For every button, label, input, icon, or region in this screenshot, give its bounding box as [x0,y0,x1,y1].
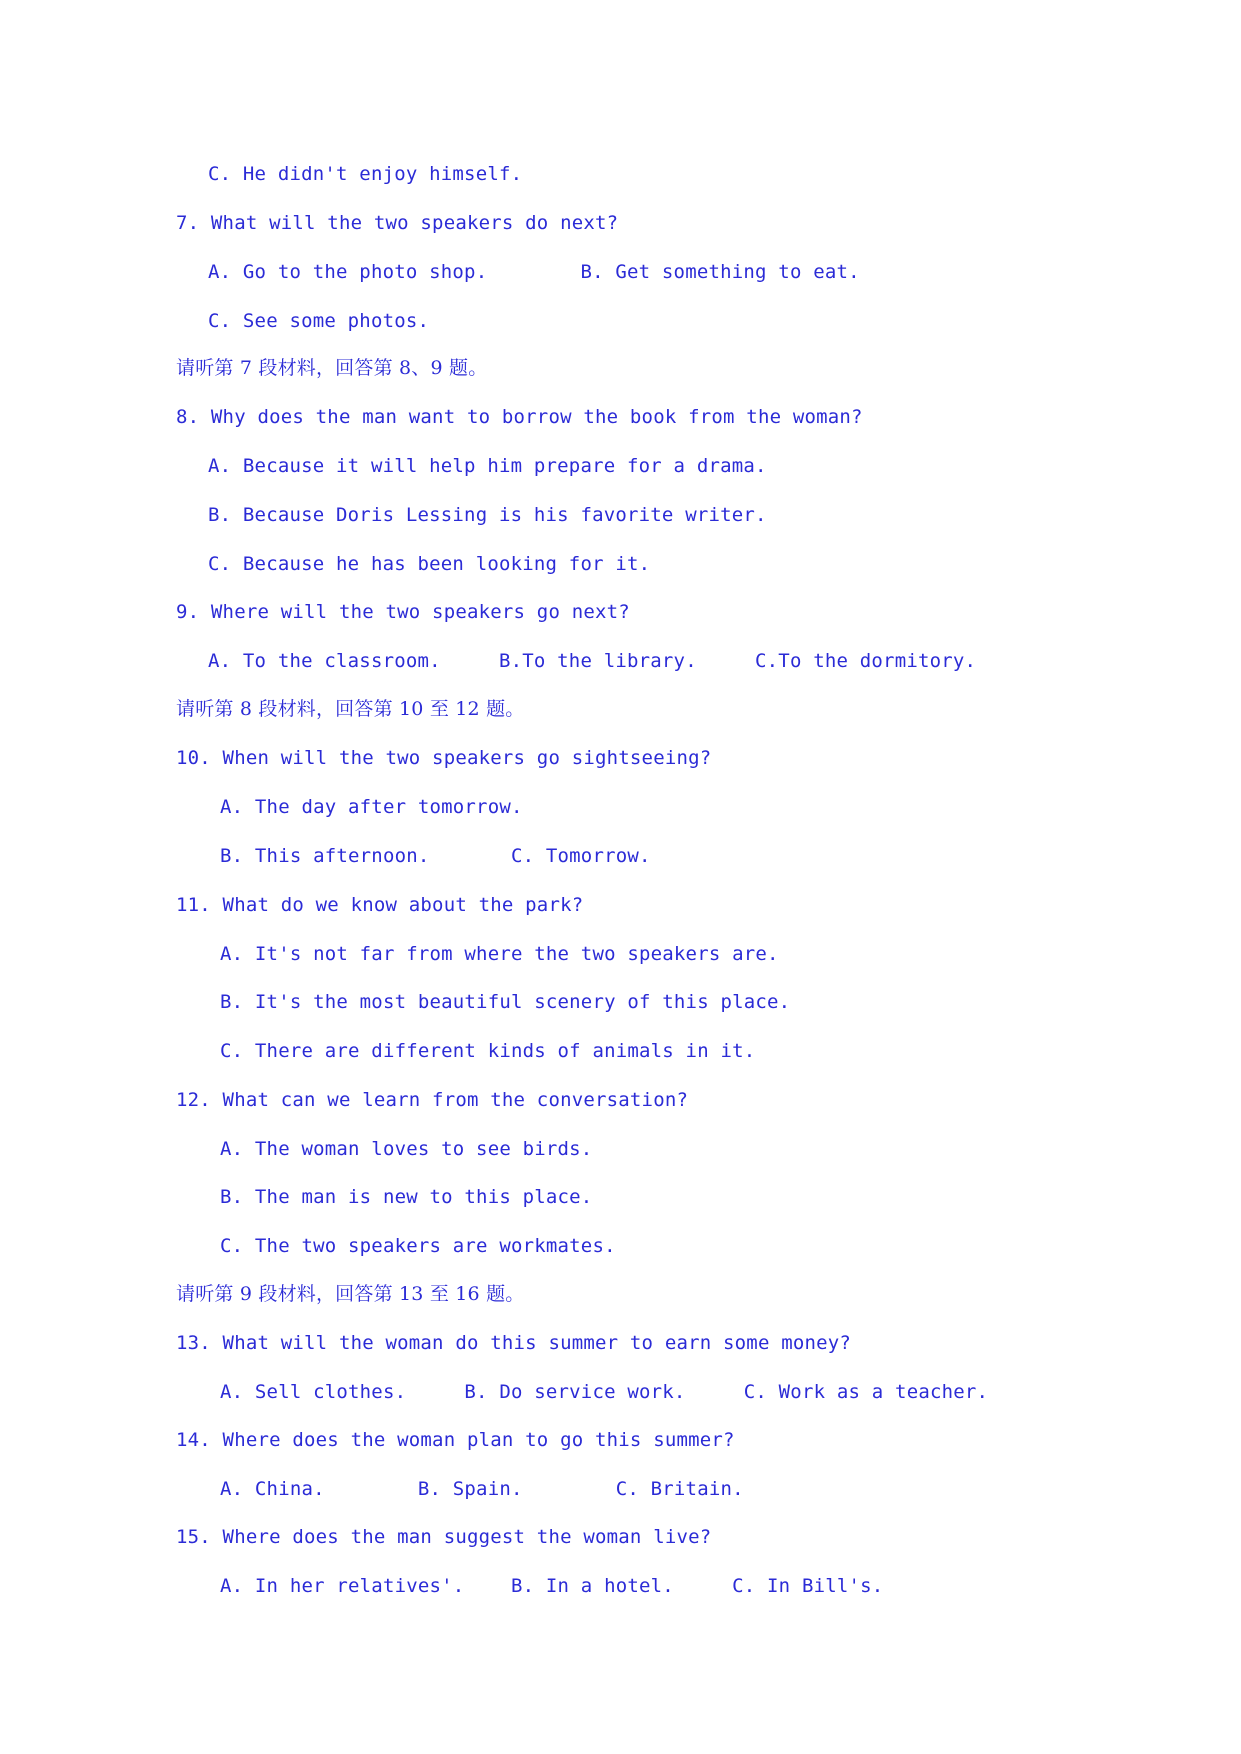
q14-question: 14. Where does the woman plan to go this summer? [176,1429,735,1451]
q12-question: 12. What can we learn from the conversation? [176,1089,689,1111]
q14-options: A. China. B. Spain. C. Britain. [220,1478,744,1500]
q7-options-ab: A. Go to the photo shop. B. Get something to eat. [208,261,860,283]
q12-option-a: A. The woman loves to see birds. [220,1138,593,1160]
q15-question: 15. Where does the man suggest the woman live? [176,1526,712,1548]
q7-question: 7. What will the two speakers do next? [176,212,619,234]
q7-option-c: C. See some photos. [208,310,430,332]
section-instruction-9: 请听第 9 段材料，回答第 13 至 16 题。 [176,1283,525,1305]
q11-option-a: A. It's not far from where the two speakers are. [220,943,779,965]
q12-option-c: C. The two speakers are workmates. [220,1235,616,1257]
q8-question: 8. Why does the man want to borrow the book from the woman? [176,406,863,428]
q11-option-c: C. There are different kinds of animals in it. [220,1040,756,1062]
section-instruction-8: 请听第 8 段材料，回答第 10 至 12 题。 [176,698,525,720]
q9-question: 9. Where will the two speakers go next? [176,601,630,623]
q6-option-c: C. He didn't enjoy himself. [208,163,523,185]
q12-option-b: B. The man is new to this place. [220,1186,593,1208]
q13-question: 13. What will the woman do this summer to earn some money? [176,1332,852,1354]
q10-options-bc: B. This afternoon. C. Tomorrow. [220,845,651,867]
q11-question: 11. What do we know about the park? [176,894,584,916]
q13-options: A. Sell clothes. B. Do service work. C. Work as a teacher. [220,1381,989,1403]
q15-options: A. In her relatives'. B. In a hotel. C. In Bill's. [220,1575,884,1597]
q8-option-a: A. Because it will help him prepare for a drama. [208,455,767,477]
q10-option-a: A. The day after tomorrow. [220,796,523,818]
section-instruction-7: 请听第 7 段材料，回答第 8、9 题。 [176,357,488,379]
q9-options: A. To the classroom. B.To the library. C.To the dormitory. [208,650,977,672]
q11-option-b: B. It's the most beautiful scenery of this place. [220,991,791,1013]
q10-question: 10. When will the two speakers go sightseeing? [176,747,712,769]
q8-option-b: B. Because Doris Lessing is his favorite writer. [208,504,767,526]
q8-option-c: C. Because he has been looking for it. [208,553,651,575]
